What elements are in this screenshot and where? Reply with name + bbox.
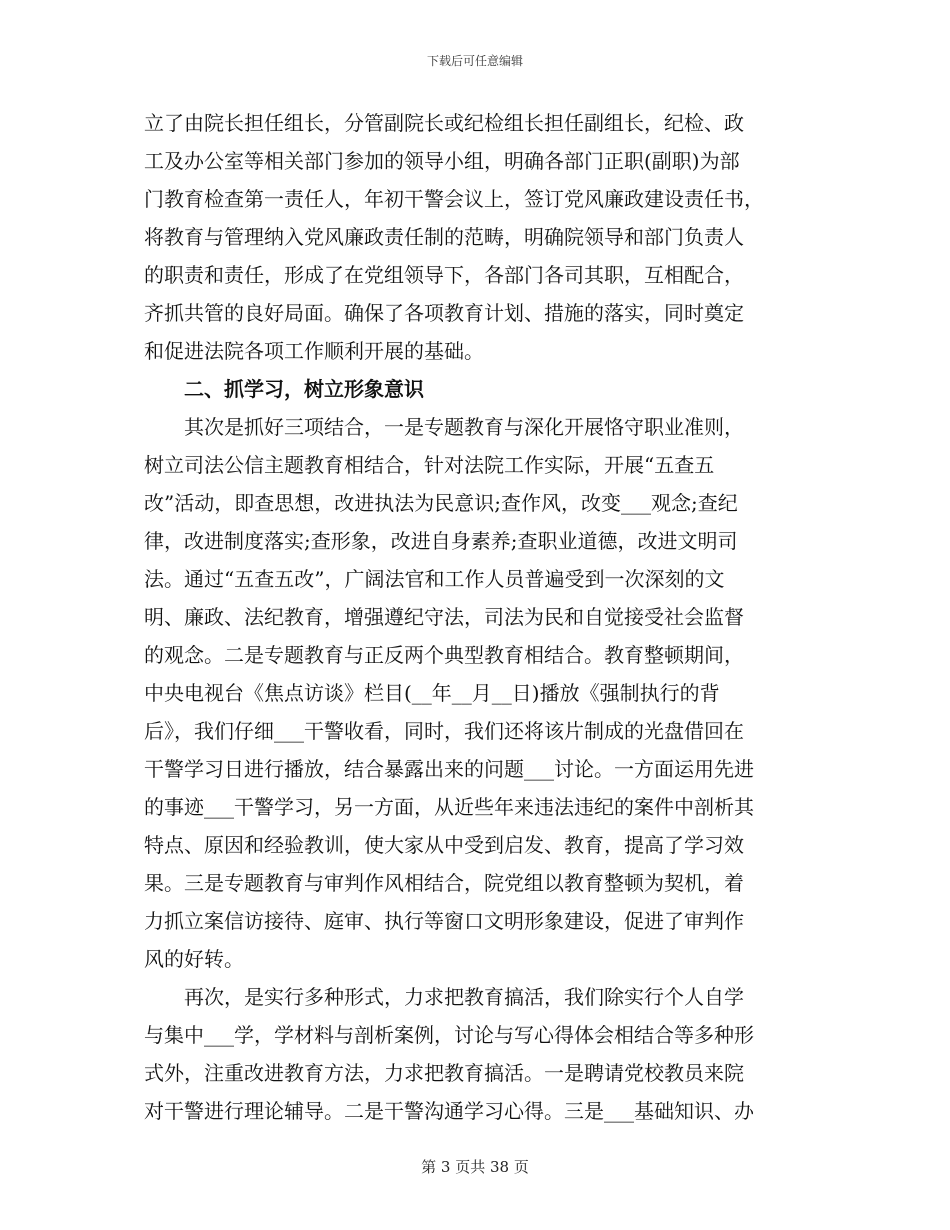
paragraph-line: 干警学习日进行播放，结合暴露出来的问题___讨论。一方面运用先进 [144, 757, 754, 781]
paragraph-line: 和促进法院各项工作顺利开展的基础。 [144, 339, 484, 363]
section-heading: 二、抓学习，树立形象意识 [184, 377, 424, 401]
paragraph-line: 对干警进行理论辅导。二是干警沟通学习心得。三是___基础知识、办 [144, 1099, 754, 1123]
paragraph-line: 后》，我们仔细___干警收看，同时，我们还将该片制成的光盘借回在 [144, 719, 744, 743]
paragraph-line: 立了由院长担任组长，分管副院长或纪检组长担任副组长，纪检、政 [144, 111, 744, 135]
document-body [144, 104, 808, 1130]
page-header: 下载后可任意编辑 [426, 54, 523, 68]
paragraph-line: 风的好转。 [144, 947, 244, 971]
paragraph-line: 力抓立案信访接待、庭审、执行等窗口文明形象建设，促进了审判作 [144, 909, 744, 933]
paragraph-line: 明、廉政、法纪教育，增强遵纪守法，司法为民和自觉接受社会监督 [144, 605, 744, 629]
page-number: 第 3 页共 38 页 [421, 1158, 529, 1176]
paragraph-line: 的职责和责任，形成了在党组领导下，各部门各司其职，互相配合， [144, 263, 744, 287]
paragraph-line: 齐抓共管的良好局面。确保了各项教育计划、措施的落实，同时奠定 [144, 301, 744, 325]
paragraph-line: 特点、原因和经验教训，使大家从中受到启发、教育，提高了学习效 [144, 833, 744, 857]
paragraph-line: 式外，注重改进教育方法，力求把教育搞活。一是聘请党校教员来院 [144, 1061, 744, 1085]
paragraph-line: 的观念。二是专题教育与正反两个典型教育相结合。教育整顿期间， [144, 643, 744, 667]
paragraph-line: 与集中___学，学材料与剖析案例，讨论与写心得体会相结合等多种形 [144, 1023, 754, 1047]
paragraph-line: 其次是抓好三项结合，一是专题教育与深化开展恪守职业准则， [184, 415, 744, 439]
paragraph-line: 将教育与管理纳入党风廉政责任制的范畴，明确院领导和部门负责人 [144, 225, 744, 249]
paragraph-line: 中央电视台《焦点访谈》栏目(__年__月__日)播放《强制执行的背 [144, 681, 720, 705]
paragraph-line: 工及办公室等相关部门参加的领导小组，明确各部门正职(副职)为部 [144, 149, 740, 173]
paragraph-line: 改”活动，即查思想，改进执法为民意识;查作风，改变___观念;查纪 [144, 491, 738, 515]
paragraph-line: 再次，是实行多种形式，力求把教育搞活，我们除实行个人自学 [184, 985, 744, 1009]
paragraph-line: 律，改进制度落实;查形象，改进自身素养;查职业道德，改进文明司 [144, 529, 738, 553]
paragraph-line: 门教育检查第一责任人，年初干警会议上，签订党风廉政建设责任书， [144, 187, 764, 211]
paragraph-line: 的事迹___干警学习，另一方面，从近些年来违法违纪的案件中剖析其 [144, 795, 754, 819]
paragraph-line: 树立司法公信主题教育相结合，针对法院工作实际，开展“五查五 [144, 453, 715, 477]
paragraph-line: 果。三是专题教育与审判作风相结合，院党组以教育整顿为契机，着 [144, 871, 744, 895]
paragraph-line: 法。通过“五查五改”，广阔法官和工作人员普遍受到一次深刻的文 [144, 567, 725, 591]
